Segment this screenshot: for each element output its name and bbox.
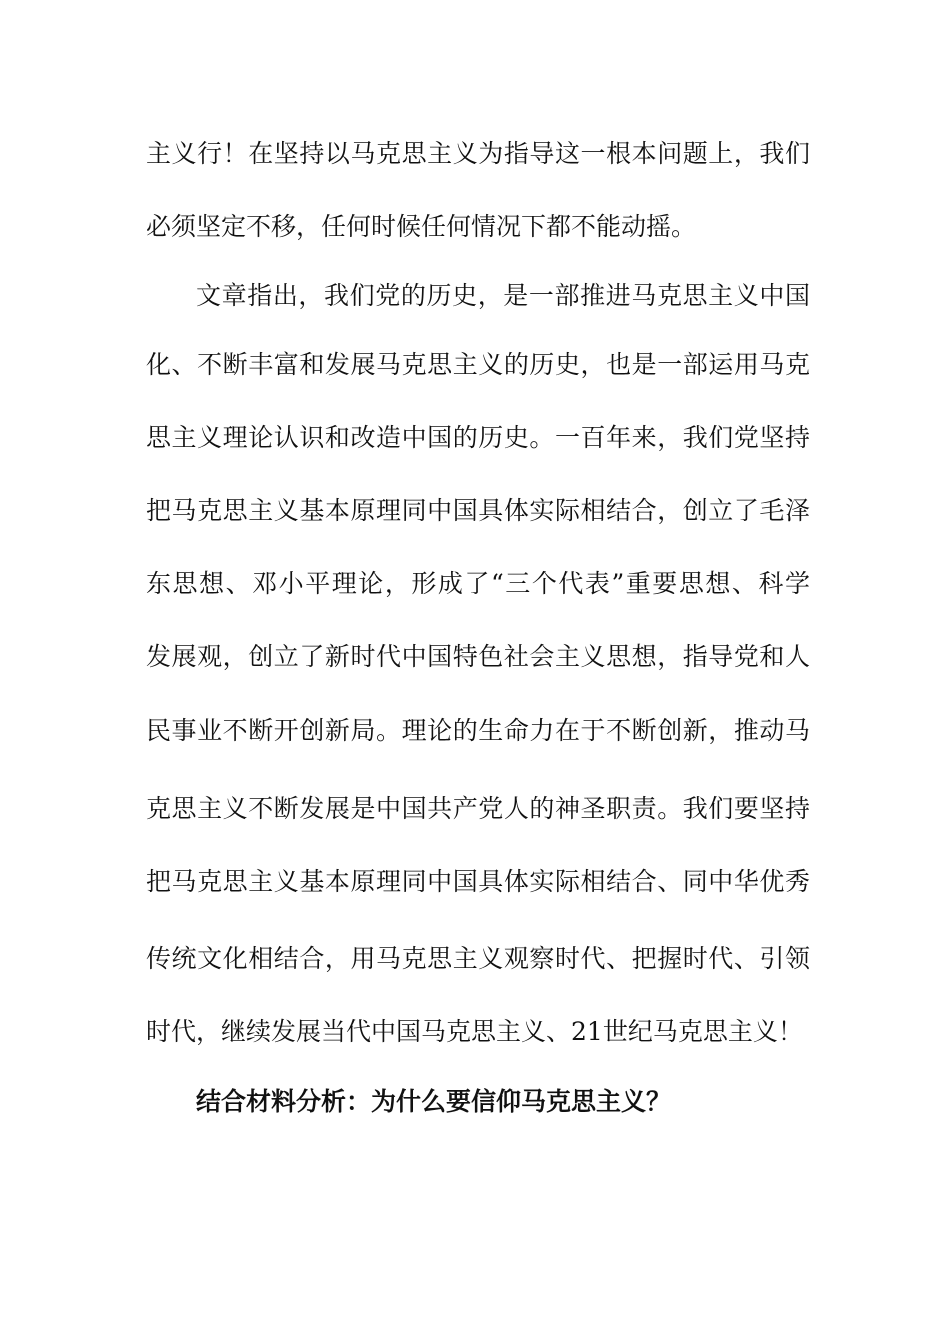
paragraph-2-line-3: 思主义理论认识和改造中国的历史。一百年来，我们党坚持: [146, 423, 810, 452]
paragraph-2-line-2: 化、不断丰富和发展马克思主义的历史，也是一部运用马克: [146, 350, 810, 379]
paragraph-2-line-8: 克思主义不断发展是中国共产党人的神圣职责。我们要坚持: [146, 794, 810, 823]
paragraph-1-line-1: 主义行！在坚持以马克思主义为指导这一根本问题上，我们: [146, 139, 810, 168]
paragraph-1-line-2: 必须坚定不移，任何时候任何情况下都不能动摇。: [146, 212, 697, 241]
paragraph-2-line-9: 把马克思主义基本原理同中国具体实际相结合、同中华优秀: [146, 867, 810, 896]
paragraph-2-line-10: 传统文化相结合，用马克思主义观察时代、把握时代、引领: [146, 944, 810, 973]
paragraph-2-line-4: 把马克思主义基本原理同中国具体实际相结合，创立了毛泽: [146, 496, 810, 525]
paragraph-2-line-7: 民事业不断开创新局。理论的生命力在于不断创新，推动马: [146, 716, 810, 745]
paragraph-2-line-11: 时代，继续发展当代中国马克思主义、21世纪马克思主义！: [146, 1017, 803, 1046]
question-heading: 结合材料分析：为什么要信仰马克思主义？: [196, 1087, 672, 1116]
paragraph-2-line-1: 文章指出，我们党的历史，是一部推进马克思主义中国: [196, 281, 810, 310]
paragraph-2-line-6: 发展观，创立了新时代中国特色社会主义思想，指导党和人: [146, 642, 810, 671]
paragraph-2-line-5: 东思想、邓小平理论，形成了“三个代表”重要思想、科学: [146, 569, 810, 598]
